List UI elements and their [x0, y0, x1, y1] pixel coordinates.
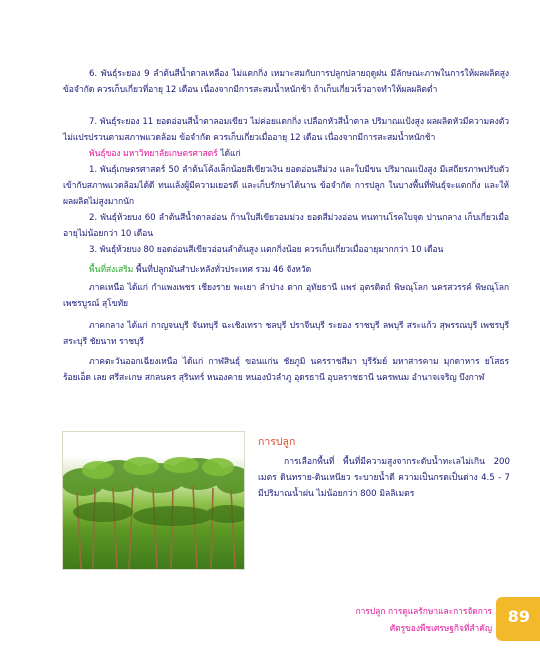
heading-ku-suffix: ได้แก่ [217, 149, 241, 159]
paragraph-variety-7: 7. พันธุ์ระยอง 11 ยอดอ่อนสีน้ำตาลอมเขียว ไม่ค่อยแตกกิ่ง เปลือกหัวสีน้ำตาล ปริมาณแป้งสูง ผลผลิตหัวมีความคงตัวไม่แปรปรวนตามสภาพแวดล้อม ข้อจำกัด ควรเก็บเกี่ยวเมื่ออายุ 12 เดือน เนื่องจากมีการสะสมน้ำหนักช้า [63, 117, 509, 143]
heading-ku-label: พันธุ์ของ มหาวิทยาลัยเกษตรศาสตร์ [89, 149, 218, 159]
region-northeast: ภาคตะวันออกเฉียงเหนือ ได้แก่ กาฬสินธุ์ ขอนแก่น ชัยภูมิ นครราชสีมา บุรีรัมย์ มหาสารคาม มุกดาหาร ยโสธร ร้อยเอ็ด เลย ศรีสะเกษ สกลนคร สุรินทร์ หนองคาย หนองบัวลำภู อุดรธานี อุบลราชธานี นครพนม อำนาจเจริญ บึงกาฬ [63, 357, 509, 383]
heading-ku-varieties [63, 146, 509, 162]
paragraph-huaybong-60: 2. พันธุ์ห้วยบง 60 ลำต้นสีน้ำตาลอ่อน ก้านใบสีเขียวอมม่วง ยอดสีม่วงอ่อน ทนทานโรคใบจุด ปานกลาง เก็บเกี่ยวเมื่ออายุไม่น้อยกว่า 10 เดือน [63, 213, 509, 239]
region-north: ภาคเหนือ ได้แก่ กำแพงเพชร เชียงราย พะเยา ลำปาง ตาก อุทัยธานี แพร่ อุตรดิตถ์ พิษณุโลก นครสวรรค์ พิษณุโลก เพชรบูรณ์ สุโขทัย [63, 283, 509, 309]
footer-title-line2: ศัตรูของพืชเศรษฐกิจที่สำคัญ [389, 623, 492, 633]
heading-promotion-area [63, 262, 509, 278]
planting-text: การเลือกพื้นที่ พื้นที่มีความสูงจากระดับน้ำทะเลไม่เกิน 200 เมตร ดินทราย-ดินเหนียว ระบายน้ำดี ความเป็นกรดเป็นด่าง 4.5 - 7 มีปริมาณน้ำฝน ไม่น้อยกว่า 800 มิลลิเมตร [258, 457, 510, 499]
cassava-field-photo [62, 431, 245, 570]
page-number-tab [496, 597, 540, 641]
paragraph-ku-50: 1. พันธุ์เกษตรศาสตร์ 50 ลำต้นโค้งเล็กน้อยสีเขียวเงิน ยอดอ่อนสีม่วง และใบมีขน ปริมาณแป้งสูง มีเสถียรภาพปรับตัวเข้ากับสภาพแวดล้อมได้ดี ทนแล้งผู้มีความเยอรดี และเก็บรักษาได้นาน ข้อจำกัด การปลูก ในบางพื้นที่พันธุ์จะแตกกิ่ง และให้ผลผลิตไม่สูงมากนัก [63, 165, 509, 207]
heading-area-label: พื้นที่ส่งเสริม [89, 265, 134, 275]
cassava-plants-illustration [63, 432, 244, 569]
paragraph-huaybong-80: 3. พันธุ์ห้วยบง 80 ยอดอ่อนสีเขียวอ่อนลำต้นสูง แตกกิ่งน้อย ควรเก็บเกี่ยวเมื่ออายุมากกว่า 10 เดือน [89, 245, 444, 255]
region-central: ภาคกลาง ได้แก่ กาญจนบุรี จันทบุรี ฉะเชิงเทรา ชลบุรี ปราจีนบุรี ระยอง ราชบุรี ลพบุรี สระแก้ว สุพรรณบุรี เพชรบุรี สระบุรี ชัยนาท ราชบุรี [63, 321, 509, 347]
page-footer [290, 597, 540, 641]
paragraph-variety-6: 6. พันธุ์ระยอง 9 ลำต้นสีน้ำตาลเหลือง ไม่แตกกิ่ง เหมาะสมกับการปลูกปลายฤดูฝน มีลักษณะภาพในการให้ผลผลิตสูง ข้อจำกัด ควรเก็บเกี่ยวที่อายุ 12 เดือน เนื่องจากมีการสะสมน้ำหนักช้า ถ้าเก็บเกี่ยวเร็วอาจทำให้ผลผลิตต่ำ [63, 69, 509, 95]
footer-title-line1: การปลูก การดูแลรักษาและการจัดการ [355, 606, 492, 616]
area-intro: พื้นที่ปลูกมันสำปะหลังทั่วประเทศ รวม 46 จังหวัด [133, 265, 312, 275]
planting-title: การปลูก [258, 436, 296, 448]
page-number: 89 [507, 607, 530, 626]
